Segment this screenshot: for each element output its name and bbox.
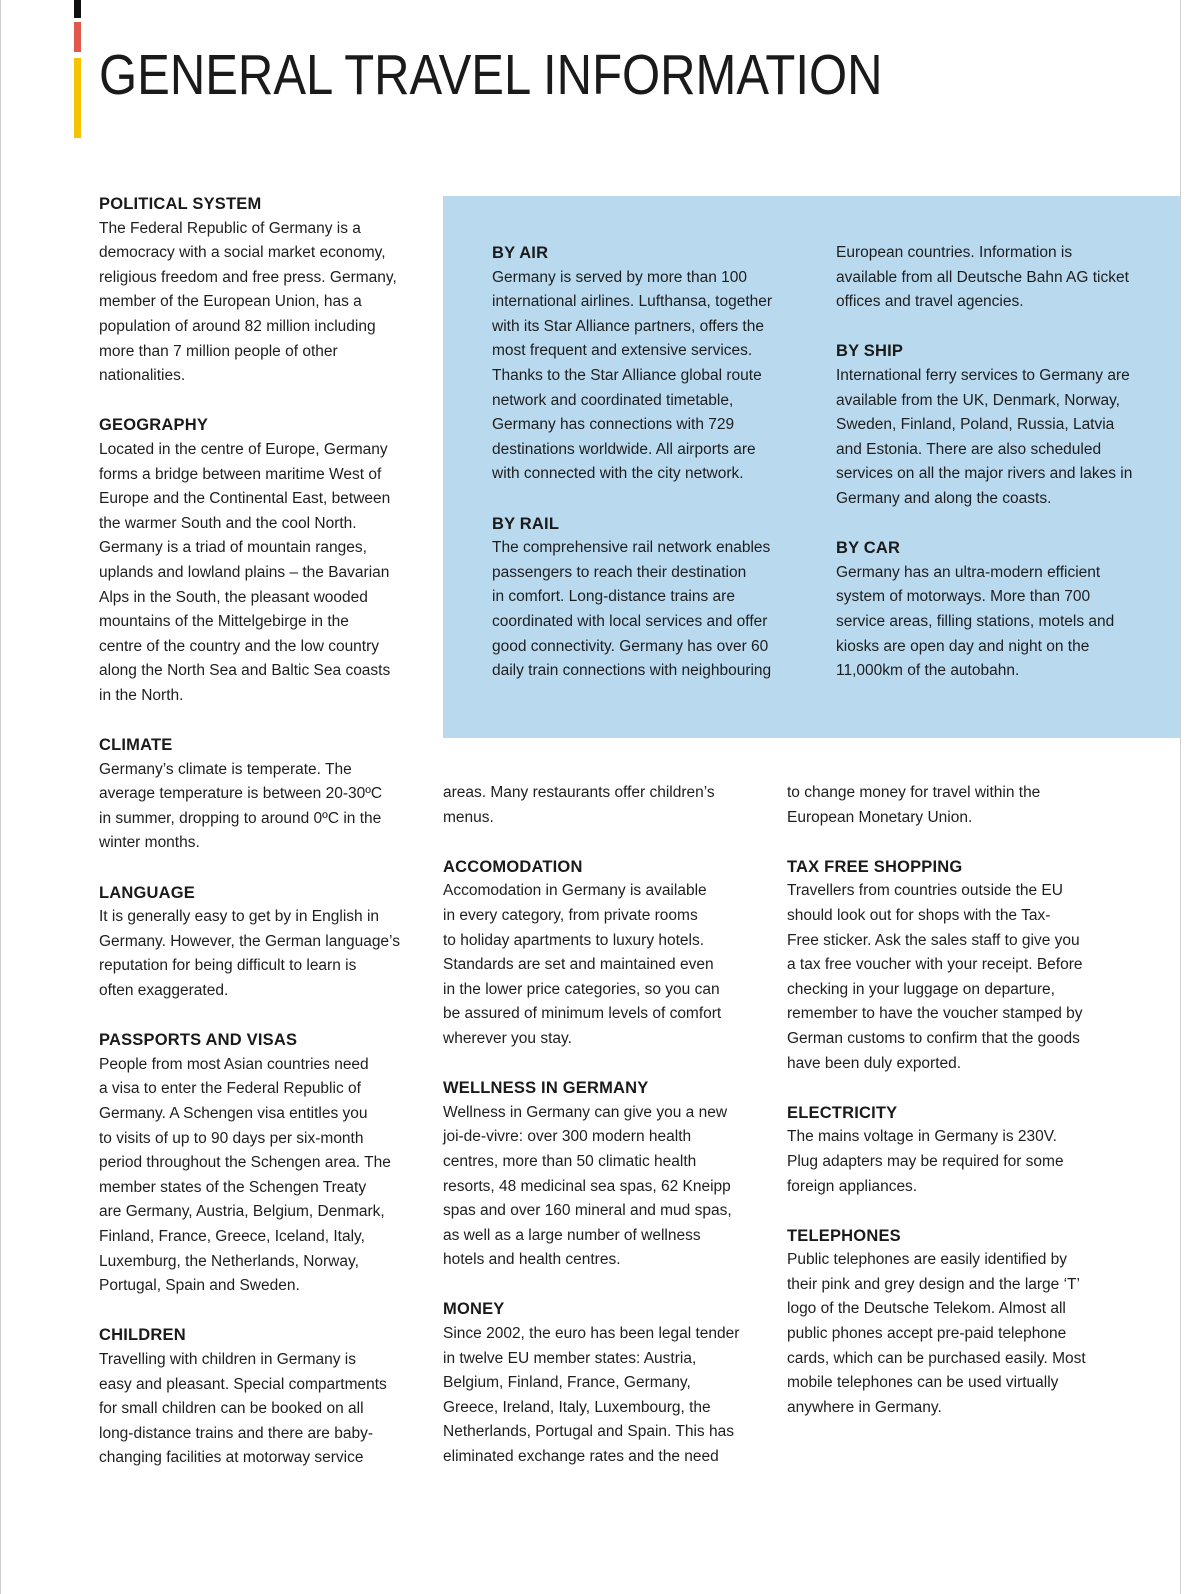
text-line: anywhere in Germany.	[787, 1398, 942, 1416]
page-border-right	[1180, 0, 1181, 1594]
text-line: system of motorways. More than 700	[836, 588, 1091, 606]
text-line: Europe and the Continental East, between	[99, 490, 391, 508]
section-heading: MONEY	[443, 1300, 505, 1319]
text-line: coordinated with local services and offer	[492, 612, 768, 630]
section-children	[99, 1323, 429, 1471]
text-line: winter months.	[99, 834, 200, 852]
text-line: Accomodation in Germany is available	[443, 882, 707, 900]
flag-stripe-red	[74, 22, 81, 52]
text-line: along the North Sea and Baltic Sea coasts	[99, 662, 391, 680]
text-line: Alps in the South, the pleasant wooded	[99, 588, 368, 606]
section-passports-and-visas	[99, 1028, 429, 1299]
section-by-car	[836, 536, 1166, 684]
section-heading: GEOGRAPHY	[99, 416, 209, 435]
text-line: Greece, Ireland, Italy, Luxembourg, the	[443, 1398, 711, 1416]
section-telephones	[787, 1224, 1117, 1421]
section-body	[787, 1248, 1117, 1420]
text-line: International ferry services to Germany are	[836, 366, 1130, 384]
text-line: Germany has an ultra-modern efficient	[836, 563, 1101, 581]
text-line: The comprehensive rail network enables	[492, 539, 771, 557]
text-line: Standards are set and maintained even	[443, 956, 714, 974]
text-line: passengers to reach their destination	[492, 563, 747, 581]
text-line: centres, more than 50 climatic health	[443, 1152, 697, 1170]
section-by-rail	[492, 512, 802, 684]
section-heading: WELLNESS IN GERMANY	[443, 1079, 649, 1098]
section-body	[836, 561, 1166, 684]
section-body	[443, 1322, 763, 1470]
left-column	[99, 192, 429, 1471]
section-heading: LANGUAGE	[99, 883, 196, 902]
text-line: Thanks to the Star Alliance global route	[492, 366, 762, 384]
text-line: the warmer South and the cool North.	[99, 514, 357, 532]
text-line: Germany. A Schengen visa entitles you	[99, 1104, 368, 1122]
section-heading: BY RAIL	[492, 514, 560, 533]
text-line: Since 2002, the euro has been legal tender	[443, 1325, 740, 1343]
text-line: in the lower price categories, so you can	[443, 980, 720, 998]
text-line: Finland, France, Greece, Iceland, Italy,	[99, 1227, 365, 1245]
text-line: uplands and lowland plains – the Bavarian	[99, 563, 390, 581]
section-body	[99, 438, 429, 709]
text-line: their pink and grey design and the large ‘T’	[787, 1275, 1080, 1293]
text-line: centre of the country and the low country	[99, 637, 380, 655]
text-line: checking in your luggage on departure,	[787, 980, 1055, 998]
text-line: good connectivity. Germany has over 60	[492, 637, 769, 655]
text-line: logo of the Deutsche Telekom. Almost all	[787, 1300, 1066, 1318]
text-line: Plug adapters may be required for some	[787, 1152, 1064, 1170]
section-geography	[99, 413, 429, 708]
section-climate	[99, 733, 429, 856]
text-line: as well as a large number of wellness	[443, 1226, 701, 1244]
section-heading: ACCOMODATION	[443, 857, 583, 876]
section-body	[99, 758, 429, 856]
text-line: are Germany, Austria, Belgium, Denmark,	[99, 1203, 385, 1221]
section-heading: BY CAR	[836, 539, 901, 558]
text-line: a tax free voucher with your receipt. Before	[787, 956, 1083, 974]
section-body	[787, 879, 1117, 1076]
text-line: kiosks are open day and night on the	[836, 637, 1090, 655]
text-line: a visa to enter the Federal Republic of	[99, 1080, 361, 1098]
section-heading: BY SHIP	[836, 342, 904, 361]
text-line: network and coordinated timetable,	[492, 391, 734, 409]
flag-stripe-black	[74, 0, 81, 18]
section-heading: CHILDREN	[99, 1326, 186, 1345]
text-line: The Federal Republic of Germany is a	[99, 219, 361, 237]
text-line: People from most Asian countries need	[99, 1055, 369, 1073]
text-line: to visits of up to 90 days per six-month	[99, 1129, 364, 1147]
panel-column-left	[492, 241, 802, 684]
section-electricity	[787, 1101, 1117, 1199]
text-line: democracy with a social market economy,	[99, 244, 386, 262]
text-line: hotels and health centres.	[443, 1251, 621, 1269]
text-line: in the North.	[99, 686, 184, 704]
section-body-continued	[787, 781, 1117, 830]
page-border-left	[0, 0, 1, 1594]
text-line: should look out for shops with the Tax-	[787, 906, 1051, 924]
section-body	[836, 364, 1166, 512]
text-line: often exaggerated.	[99, 982, 229, 999]
section-body	[443, 879, 763, 1051]
text-line: mobile telephones can be used virtually	[787, 1374, 1059, 1392]
text-line: average temperature is between 20-30ºC	[99, 785, 383, 803]
flag-stripe-gold	[74, 58, 81, 138]
text-line: period throughout the Schengen area. The	[99, 1154, 391, 1172]
section-language	[99, 881, 429, 1004]
text-line: menus.	[443, 808, 494, 826]
text-line: Germany has connections with 729	[492, 416, 735, 434]
text-line: nationalities.	[99, 367, 186, 385]
text-line: joi-de-vivre: over 300 modern health	[443, 1128, 692, 1146]
right-column	[787, 781, 1117, 1420]
text-line: religious freedom and free press. Germany,	[99, 268, 397, 286]
text-line: wherever you stay.	[443, 1029, 572, 1047]
middle-column	[443, 781, 763, 1470]
section-body-continued	[836, 241, 1166, 315]
text-line: with its Star Alliance partners, offers the	[492, 317, 764, 335]
text-line: Travellers from countries outside the EU	[787, 882, 1063, 900]
text-line: European countries. Information is	[836, 244, 1073, 261]
text-line: Germany. However, the German language’s	[99, 932, 400, 950]
text-line: foreign appliances.	[787, 1177, 918, 1195]
text-line: to holiday apartments to luxury hotels.	[443, 931, 705, 949]
text-line: in summer, dropping to around 0ºC in the	[99, 809, 382, 827]
text-line: Belgium, Finland, France, Germany,	[443, 1374, 691, 1392]
section-body	[99, 905, 429, 1003]
section-tax-free-shopping	[787, 855, 1117, 1076]
section-by-air	[492, 241, 802, 487]
text-line: It is generally easy to get by in English in	[99, 908, 380, 926]
text-line: Portugal, Spain and Sweden.	[99, 1277, 300, 1295]
section-heading: BY AIR	[492, 244, 549, 262]
text-line: spas and over 160 mineral and mud spas,	[443, 1202, 732, 1220]
section-body	[99, 217, 429, 389]
text-line: most frequent and extensive services.	[492, 342, 753, 360]
text-line: remember to have the voucher stamped by	[787, 1005, 1083, 1023]
text-line: mountains of the Mittelgebirge in the	[99, 613, 349, 631]
text-line: in comfort. Long-distance trains are	[492, 588, 735, 606]
panel-column-right	[836, 241, 1166, 684]
text-line: daily train connections with neighbouring	[492, 662, 772, 680]
text-line: Luxemburg, the Netherlands, Norway,	[99, 1252, 359, 1270]
text-line: services on all the major rivers and lakes in	[836, 465, 1133, 483]
text-line: available from all Deutsche Bahn AG ticket	[836, 268, 1129, 286]
text-line: European Monetary Union.	[787, 808, 973, 826]
text-line: cards, which can be purchased easily. Most	[787, 1349, 1086, 1367]
text-line: destinations worldwide. All airports are	[492, 440, 756, 458]
section-money	[443, 1297, 763, 1469]
text-line: available from the UK, Denmark, Norway,	[836, 391, 1120, 409]
text-line: forms a bridge between maritime West of	[99, 465, 382, 483]
section-body	[787, 1125, 1117, 1199]
text-line: be assured of minimum levels of comfort	[443, 1005, 722, 1023]
text-line: member states of the Schengen Treaty	[99, 1178, 367, 1196]
section-political-system	[99, 192, 429, 389]
text-line: Netherlands, Portugal and Spain. This has	[443, 1423, 734, 1441]
text-line: reputation for being difficult to learn is	[99, 957, 357, 975]
text-line: resorts, 48 medicinal sea spas, 62 Kneipp	[443, 1177, 731, 1195]
text-line: service areas, filling stations, motels and	[836, 612, 1115, 630]
text-line: for small children can be booked on all	[99, 1400, 364, 1418]
text-line: member of the European Union, has a	[99, 293, 362, 311]
text-line: long-distance trains and there are baby-	[99, 1424, 373, 1442]
section-heading: ELECTRICITY	[787, 1103, 898, 1122]
text-line: to change money for travel within the	[787, 784, 1041, 801]
text-line: in every category, from private rooms	[443, 906, 698, 924]
section-body	[99, 1053, 429, 1299]
section-heading: PASSPORTS AND VISAS	[99, 1031, 298, 1050]
section-body	[443, 1101, 763, 1273]
section-by-ship	[836, 339, 1166, 511]
text-line: Germany and along the coasts.	[836, 489, 1052, 507]
text-line: Sweden, Finland, Poland, Russia, Latvia	[836, 416, 1115, 434]
text-line: The mains voltage in Germany is 230V.	[787, 1128, 1057, 1146]
section-heading: CLIMATE	[99, 736, 173, 755]
text-line: eliminated exchange rates and the need	[443, 1448, 719, 1466]
section-heading: TELEPHONES	[787, 1226, 901, 1245]
text-line: Free sticker. Ask the sales staff to give you	[787, 931, 1080, 949]
text-line: more than 7 million people of other	[99, 342, 338, 360]
section-body	[99, 1348, 429, 1471]
text-line: population of around 82 million including	[99, 317, 376, 335]
text-line: Germany’s climate is temperate. The	[99, 760, 352, 778]
text-line: German customs to confirm that the goods	[787, 1029, 1080, 1047]
text-line: changing facilities at motorway service	[99, 1449, 364, 1467]
page-title: GENERAL TRAVEL INFORMATION	[99, 43, 883, 107]
section-accomodation	[443, 855, 763, 1052]
text-line: with connected with the city network.	[492, 465, 744, 483]
text-line: Germany is served by more than 100	[492, 268, 748, 286]
text-line: Wellness in Germany can give you a new	[443, 1103, 728, 1121]
text-line: Public telephones are easily identified by	[787, 1251, 1068, 1269]
section-body-continued	[443, 781, 763, 830]
section-body	[492, 266, 802, 487]
text-line: Located in the centre of Europe, Germany	[99, 440, 388, 458]
section-wellness	[443, 1076, 763, 1273]
text-line: offices and travel agencies.	[836, 293, 1024, 311]
text-line: Travelling with children in Germany is	[99, 1350, 356, 1368]
text-line: international airlines. Lufthansa, together	[492, 293, 773, 311]
section-heading: POLITICAL SYSTEM	[99, 195, 262, 213]
text-line: areas. Many restaurants offer children’s	[443, 784, 715, 801]
text-line: public phones accept pre-paid telephone	[787, 1325, 1067, 1343]
section-body	[492, 536, 802, 684]
section-heading: TAX FREE SHOPPING	[787, 857, 963, 876]
text-line: easy and pleasant. Special compartments	[99, 1375, 387, 1393]
text-line: 11,000km of the autobahn.	[836, 662, 1020, 680]
text-line: have been duly exported.	[787, 1054, 962, 1072]
text-line: Germany is a triad of mountain ranges,	[99, 539, 367, 557]
text-line: and Estonia. There are also scheduled	[836, 440, 1102, 458]
text-line: in twelve EU member states: Austria,	[443, 1349, 697, 1367]
